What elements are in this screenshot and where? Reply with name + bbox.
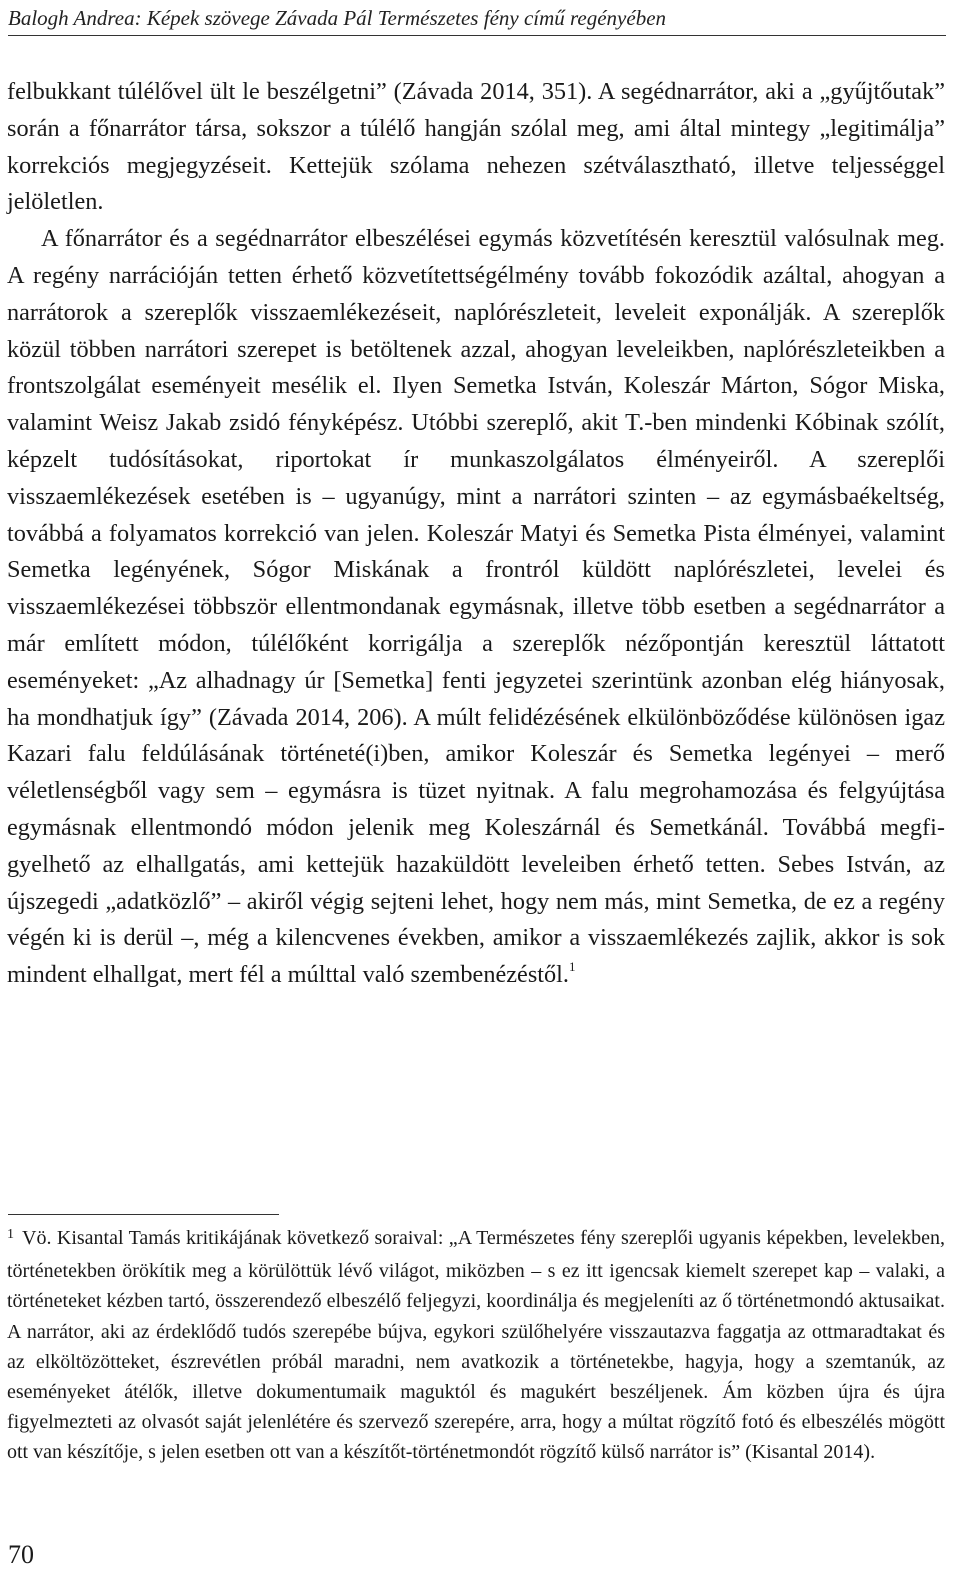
footnote-rule xyxy=(8,1214,279,1215)
header-rule xyxy=(8,35,946,36)
footnote-reference[interactable]: 1 xyxy=(569,959,576,975)
running-header: Balogh Andrea: Képek szövege Závada Pál Természetes fény című regényében xyxy=(8,6,667,30)
footnote-text: Vö. Kisantal Tamás kritikájának következő soraival: „A Természetes fény szereplői ugyanis képekben, levelekben, történetekben örökítik meg a körülöttük lévő világot, miközben – s ez itt igencsak kiemelt szerepet kap – valaki, a történeteket kézben tartó, összerendező elbeszélő feljegyzi, koordinálja és megjeleníti az ő történetmondó aktusaikat. A narrátor, aki az érdeklődő tudós szerepébe bújva, egykori szülőhelyére visszautazva faggatja az ottmaradtakat és az elköltözötteket, észrevétlen próbál maradni, nem avatkozik a történetekbe, hagyja, hogy a szemtanúk, az eseményeket átélők, illetve dokumentumaik maguktól és magukért beszéljenek. Ám közben újra és újra figyelmezteti az olvasót saját jelenlétére és szervező szerepére, arra, hogy a múltat rögzítő fotó és elbeszélés mögött ott van készítője, s jelen esetben ott van a készítőt-történetmondót rögzítő külső narrátor is” (Kisantal 2014). xyxy=(7,1227,945,1464)
page-number: 70 xyxy=(8,1540,34,1569)
body-text xyxy=(7,74,945,994)
footnote-1 xyxy=(7,1223,945,1468)
paragraph-2 xyxy=(7,221,945,994)
paragraph-1-text: felbukkant túlélővel ült le beszélgetni” (Závada 2014, 351). A segédnarrátor, aki a „gyűjtőutak” során a főnarrátor társa, sokszor a túlélő hangján szólal meg, ami által mintegy „legitimálja” korrekciós megjegyzéseit. Kettejük szólama nehezen szétválasztható, illetve teljességgel jelöletlen. xyxy=(7,78,945,216)
paragraph-2-text: A főnarrátor és a segédnarrátor elbeszélései egymás közvetítésén keresztül valósulnak meg. A regény narrációján tetten érhető közvetítettségélmény tovább fokozódik azáltal, ahogyan a narrátorok a szereplők visszaemlékezéseit, naplórészleteit, leveleit exponálják. A szereplők közül többen narrátori szerepet is betöltenek azzal, ahogyan leveleikben, naplórészleteikben a frontszolgálat eseményeit mesélik el. Ilyen Semetka István, Koleszár Márton, Sógor Miska, valamint Weisz Jakab zsidó fényképész. Utóbbi szereplő, akit T.-ben mindenki Kóbinak szólít, képzelt tudósításokat, riportokat ír munkaszolgálatos élményeiről. A szereplői visszaemlékezések esetében is – ugyanúgy, mint a narrátori szinten – az egymásbaékeltség, továbbá a folyamatos korrekció van jelen. Koleszár Matyi és Semetka Pista élményei, valamint Semetka legényének, Sógor Miskának a frontról küldött naplórészletei, levelei és visszaemlékezései többször ellentmondanak egymásnak, illetve több esetben a segédnarrátor a már említett módon, túlélőként korrigálja a szereplők nézőpontján keresztül láttatott eseményeket: „Az alhadnagy úr [Semetka] fenti jegyzetei szerintünk azonban elég hiányosak, ha mondhatjuk így” (Závada 2014, 206). A múlt felidézésének elkülönböződése különösen igaz Kazari falu feldúlásának történeté(i)ben, amikor Koleszár és Semetka legényei – merő véletlenségből vagy sem – egymásra is tüzet nyitnak. A falu megrohamozása és felgyújtása egymásnak ellentmondó módon jelenik meg Koleszárnál és Semetkánál. Továbbá megfigyelhető az elhallgatás, ami kettejük hazaküldött leveleiben érhető tetten. Sebes István, az újszegedi „adatközlő” – akiről végig sejteni lehet, hogy nem más, mint Semetka, de ez a regény végén ki is derül –, még a kilencvenes években, amikor a visszaemlékezés zajlik, akkor is sok mindent elhallgat, mert fél a múlttal való szembenézéstől. xyxy=(7,225,945,989)
paragraph-1 xyxy=(7,74,945,221)
footnote-marker: 1 xyxy=(7,1227,14,1242)
